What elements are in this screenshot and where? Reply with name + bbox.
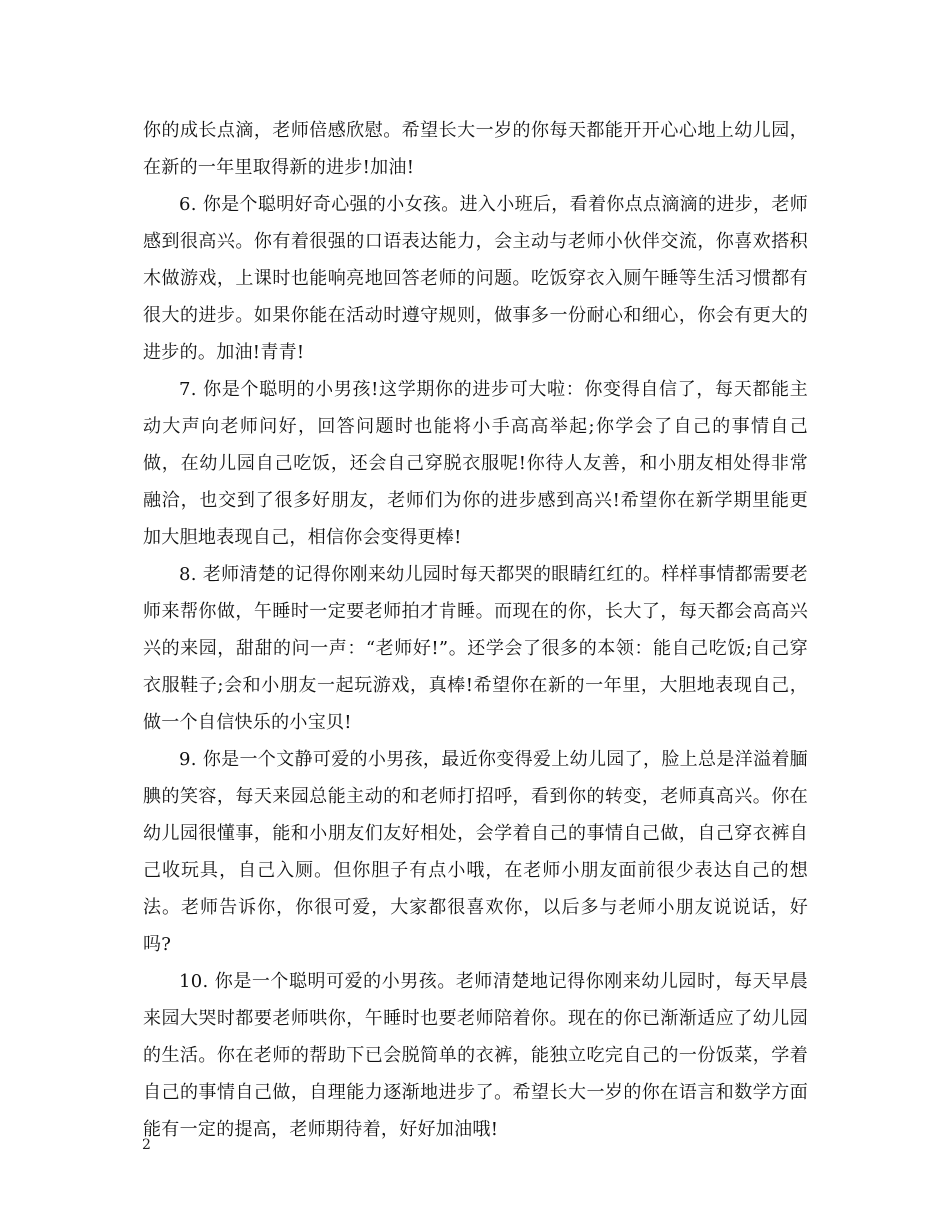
paragraph-item-8: 8. 老师清楚的记得你刚来幼儿园时每天都哭的眼睛红红的。样样事情都需要老师来帮你做，午睡时一定要老师拍才肯睡。而现在的你，长大了，每天都会高高兴兴的来园，甜甜的问一声：“老师好!”。还学会了很多的本领：能自己吃饭;自己穿衣服鞋子;会和小朋友一起玩游戏，真棒!希望你在新的一年里，大胆地表现自己，做一个自信快乐的小宝贝! [143,564,808,733]
paragraph-item-7: 7. 你是个聪明的小男孩!这学期你的进步可大啦：你变得自信了，每天都能主动大声向老师问好，回答问题时也能将小手高高举起;你学会了自己的事情自己做，在幼儿园自己吃饭，还会自己穿脱衣服呢!你待人友善，和小朋友相处得非常融洽，也交到了很多好朋友，老师们为你的进步感到高兴!希望你在新学期里能更加大胆地表现自己，相信你会变得更棒! [143,379,808,548]
paragraph-continuation: 你的成长点滴，老师倍感欣慰。希望长大一岁的你每天都能开开心心地上幼儿园，在新的一年里取得新的进步!加油! [143,120,808,178]
document-body [143,112,808,1148]
paragraph-item-6: 6. 你是个聪明好奇心强的小女孩。进入小班后，看着你点点滴滴的进步，老师感到很高兴。你有着很强的口语表达能力，会主动与老师小伙伴交流，你喜欢搭积木做游戏，上课时也能响亮地回答老师的问题。吃饭穿衣入厕午睡等生活习惯都有很大的进步。如果你能在活动时遵守规则，做事多一份耐心和细心，你会有更大的进步的。加油!青青! [143,194,808,363]
paragraph-item-9: 9. 你是一个文静可爱的小男孩，最近你变得爱上幼儿园了，脸上总是洋溢着腼腆的笑容，每天来园总能主动的和老师打招呼，看到你的转变，老师真高兴。你在幼儿园很懂事，能和小朋友们友好相处，会学着自己的事情自己做，自己穿衣裤自己收玩具，自己入厕。但你胆子有点小哦，在老师小朋友面前很少表达自己的想法。老师告诉你，你很可爱，大家都很喜欢你，以后多与老师小朋友说说话，好吗? [143,749,808,955]
paragraph-item-10: 10. 你是一个聪明可爱的小男孩。老师清楚地记得你刚来幼儿园时，每天早晨来园大哭时都要老师哄你，午睡时也要老师陪着你。现在的你已渐渐适应了幼儿园的生活。你在老师的帮助下已会脱简单的衣裤，能独立吃完自己的一份饭菜，学着自己的事情自己做，自理能力逐渐地进步了。希望长大一岁的你在语言和数学方面能有一定的提高，老师期待着，好好加油哦! [143,971,808,1140]
page-number: 2 [142,1137,151,1153]
